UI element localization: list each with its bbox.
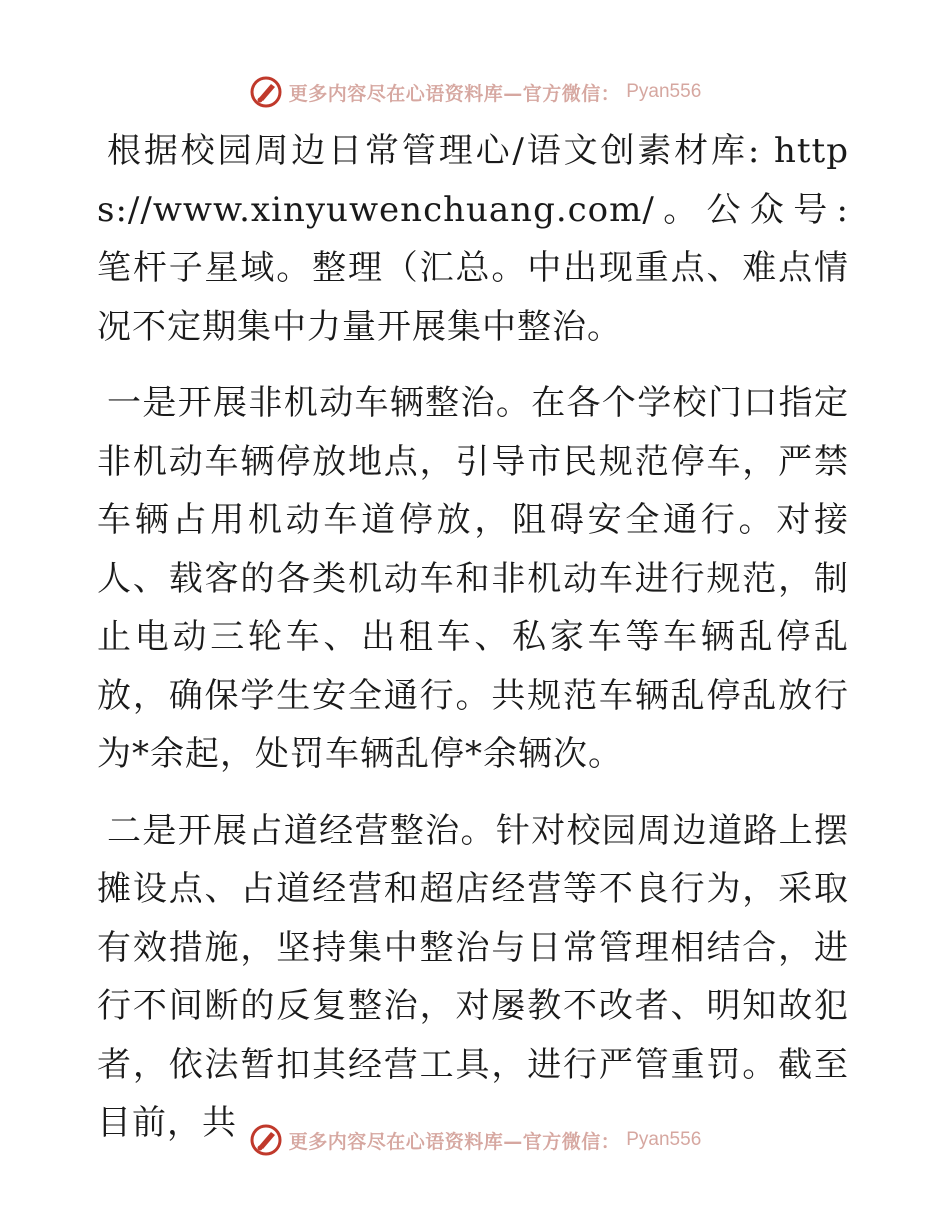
library-logo-icon bbox=[249, 75, 283, 109]
paragraph-2: 一是开展非机动车辆整治。在各个学校门口指定非机动车辆停放地点，引导市民规范停车，严禁车辆占用机动车道停放，阻碍安全通行。对接人、载客的各类机动车和非机动车进行规范，制止电动三轮车、出租车、私家车等车辆乱停乱放，确保学生安全通行。共规范车辆乱停乱放行为*余起，处罚车辆乱停*余辆次。 bbox=[97, 383, 849, 774]
paragraph-3: 二是开展占道经营整治。针对校园周边道路上摆摊设点、占道经营和超店经营等不良行为，采取有效措施，坚持集中整治与日常管理相结合，进行不间断的反复整治，对屡教不改者、明知故犯者，依法暂扣其经营工具，进行严管重罚。截至目前，共 bbox=[97, 810, 849, 1143]
library-logo-icon bbox=[249, 1123, 283, 1157]
header-banner bbox=[0, 70, 950, 114]
header-banner-handle: Pyan556 bbox=[626, 81, 702, 102]
footer-banner-text: 更多内容尽在心语资料库—官方微信： bbox=[288, 1130, 621, 1153]
footer-banner-handle: Pyan556 bbox=[626, 1129, 702, 1150]
footer-banner bbox=[0, 1118, 950, 1162]
paragraph-1: 根据校园周边日常管理心/语文创素材库: https://www.xinyuwenchuang.com/。公众号: 笔杆子星域。整理（汇总。中出现重点、难点情况不定期集中力量开展集中整治。 bbox=[97, 131, 849, 347]
document-body bbox=[97, 122, 849, 1171]
header-banner-text: 更多内容尽在心语资料库—官方微信： bbox=[288, 82, 621, 105]
